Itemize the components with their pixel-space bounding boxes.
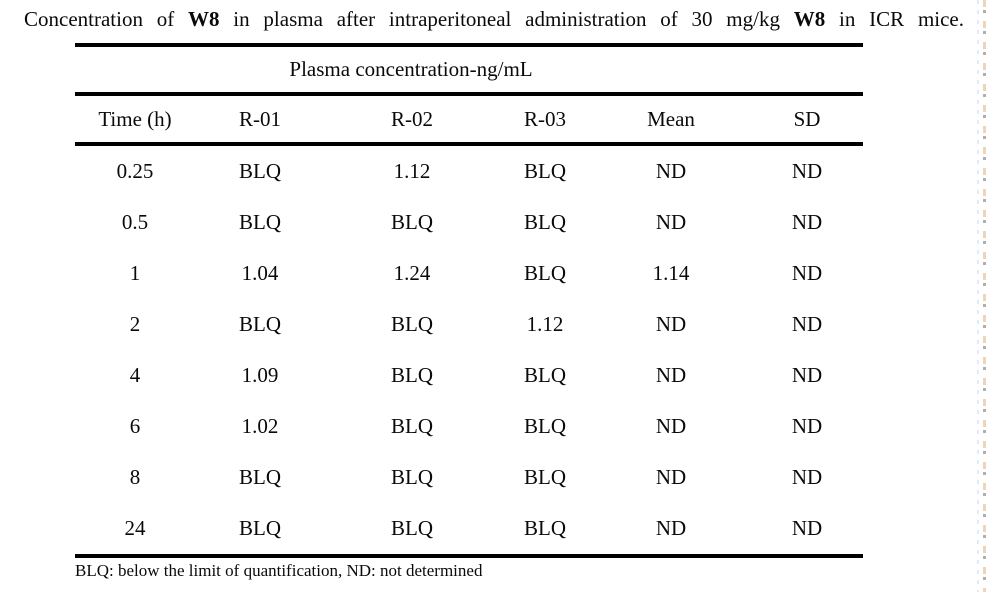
cell-sd: ND (791, 516, 823, 540)
cell-sd: ND (791, 414, 823, 438)
cell-mean: ND (655, 414, 687, 438)
cell-r-02: 1.24 (393, 261, 431, 285)
cell-sd: ND (791, 159, 823, 183)
cell-r-02: BLQ (391, 414, 433, 438)
caption-text-1: Concentration of (24, 7, 189, 31)
table-body (75, 144, 863, 556)
column-header-time: Time (h) (75, 94, 195, 144)
plasma-concentration-table (75, 43, 863, 558)
cell-r-03: BLQ (524, 210, 566, 234)
cell-sd: ND (791, 465, 823, 489)
cell-time-h: 4 (129, 363, 141, 387)
table-row (75, 144, 863, 197)
scan-edge-artifact-tan (983, 0, 986, 592)
cell-r-03: BLQ (524, 414, 566, 438)
cell-r-01: BLQ (239, 516, 281, 540)
cell-sd: ND (791, 261, 823, 285)
cell-r-02: BLQ (391, 312, 433, 336)
column-header-r01: R-01 (195, 94, 325, 144)
cell-r-01: BLQ (239, 210, 281, 234)
cell-time-h: 8 (129, 465, 141, 489)
scan-edge-artifact-blue (977, 0, 979, 592)
cell-r-03: BLQ (524, 159, 566, 183)
cell-r-01: 1.02 (241, 414, 279, 438)
table-footnote: BLQ: below the limit of quantification, ND: not determined (75, 561, 483, 580)
cell-sd: ND (791, 312, 823, 336)
cell-time-h: 24 (124, 516, 146, 540)
cell-r-03: 1.12 (526, 312, 564, 336)
cell-r-03: BLQ (524, 465, 566, 489)
cell-mean: ND (655, 312, 687, 336)
column-header-r02: R-02 (325, 94, 499, 144)
table-caption (24, 6, 964, 32)
cell-sd: ND (791, 363, 823, 387)
table-row (75, 197, 863, 248)
table-row (75, 503, 863, 556)
cell-r-02: BLQ (391, 465, 433, 489)
cell-mean: 1.14 (652, 261, 690, 285)
cell-time-h: 0.5 (121, 210, 149, 234)
cell-mean: ND (655, 210, 687, 234)
cell-r-01: 1.09 (241, 363, 279, 387)
column-header-r03: R-03 (499, 94, 591, 144)
table-row (75, 299, 863, 350)
caption-bold-compound-2: W8 (793, 7, 826, 31)
cell-time-h: 1 (129, 261, 141, 285)
table-row (75, 452, 863, 503)
table-row (75, 401, 863, 452)
caption-bold-compound-1: W8 (188, 7, 220, 31)
cell-r-01: BLQ (239, 159, 281, 183)
cell-time-h: 2 (129, 312, 141, 336)
span-header-plasma-concentration: Plasma concentration-ng/mL (75, 45, 863, 94)
cell-r-03: BLQ (524, 516, 566, 540)
column-header-mean: Mean (591, 94, 751, 144)
cell-mean: ND (655, 159, 687, 183)
cell-r-03: BLQ (524, 363, 566, 387)
table-row (75, 248, 863, 299)
cell-r-02: BLQ (391, 363, 433, 387)
column-header-row (75, 94, 863, 144)
cell-mean: ND (655, 516, 687, 540)
cell-mean: ND (655, 363, 687, 387)
cell-r-02: 1.12 (393, 159, 431, 183)
cell-r-01: 1.04 (241, 261, 279, 285)
cell-r-02: BLQ (391, 210, 433, 234)
cell-r-01: BLQ (239, 312, 281, 336)
table-row (75, 350, 863, 401)
cell-mean: ND (655, 465, 687, 489)
cell-time-h: 0.25 (116, 159, 154, 183)
caption-text-3: in ICR mice. (825, 7, 965, 31)
cell-time-h: 6 (129, 414, 141, 438)
caption-text-2: in plasma after intraperitoneal administration of 30 mg/kg (219, 7, 794, 31)
cell-sd: ND (791, 210, 823, 234)
cell-r-01: BLQ (239, 465, 281, 489)
column-header-sd: SD (751, 94, 863, 144)
span-header-row (75, 45, 863, 94)
table-container (75, 43, 863, 558)
cell-r-03: BLQ (524, 261, 566, 285)
cell-r-02: BLQ (391, 516, 433, 540)
